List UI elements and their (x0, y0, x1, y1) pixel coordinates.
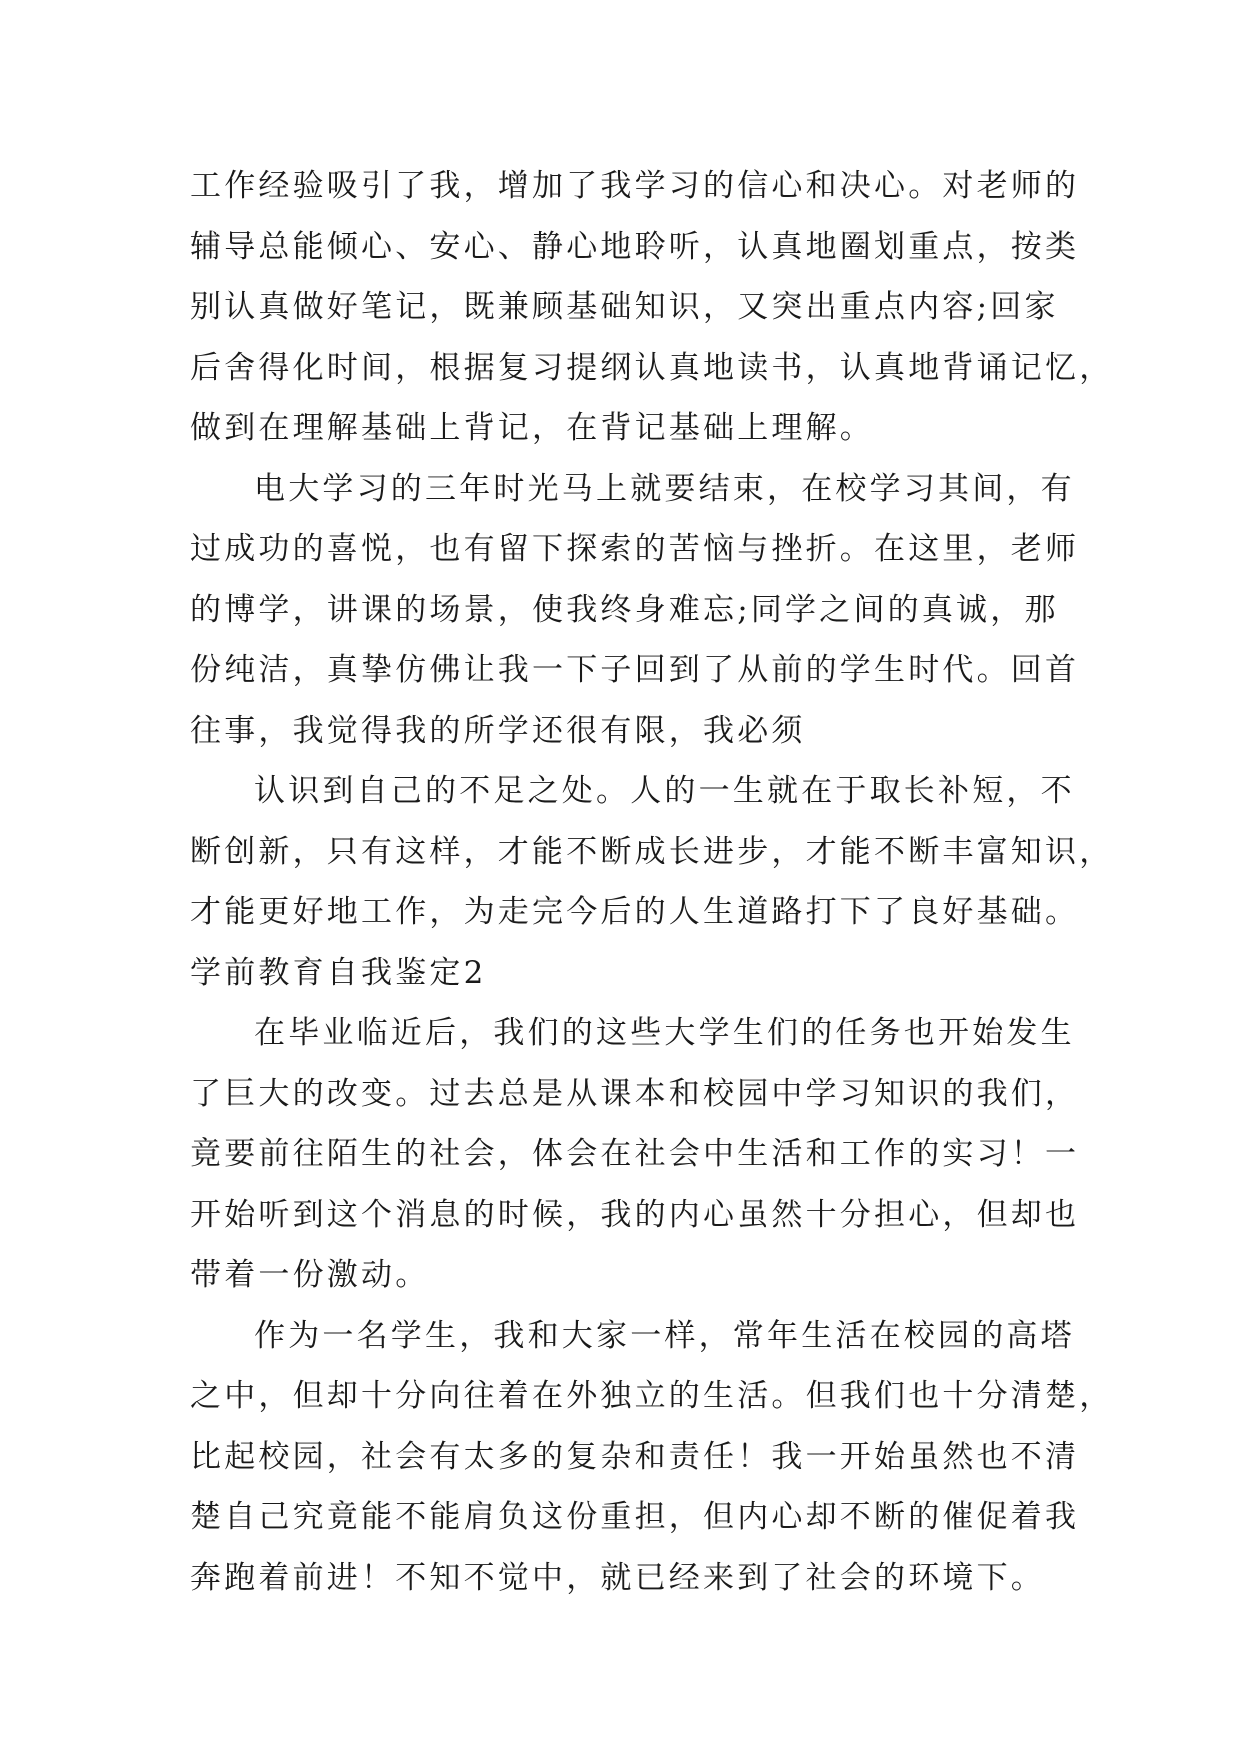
text-line: 带着一份激动。 (190, 1257, 430, 1293)
text-line: 竟要前往陌生的社会，体会在社会中生活和工作的实习！一 (190, 1136, 1080, 1172)
text-line: 楚自己究竟能不能肩负这份重担，但内心却不断的催促着我 (190, 1499, 1080, 1535)
text-line: 工作经验吸引了我，增加了我学习的信心和决心。对老师的 (190, 168, 1080, 204)
text-line: 后舍得化时间，根据复习提纲认真地读书，认真地背诵记忆， (190, 349, 1114, 386)
text-line: 辅导总能倾心、安心、静心地聆听，认真地圈划重点，按类 (190, 228, 1080, 265)
document-body (190, 156, 1114, 1608)
paragraph-first-line: 在毕业临近后，我们的这些大学生们的任务也开始发生 (254, 1015, 1075, 1051)
text-line: 才能更好地工作，为走完今后的人生道路打下了良好基础。 (190, 894, 1080, 930)
text-line: 之中，但却十分向往着在外独立的生活。但我们也十分清楚， (190, 1378, 1114, 1414)
text-line: 奔跑着前进！不知不觉中，就已经来到了社会的环境下。 (190, 1559, 1045, 1596)
text-line: 份纯洁，真挚仿佛让我一下子回到了从前的学生时代。回首 (190, 652, 1080, 688)
text-line: 了巨大的改变。过去总是从课本和校园中学习知识的我们， (190, 1075, 1080, 1112)
paragraph-first-line: 电大学习的三年时光马上就要结束，在校学习其间，有 (254, 470, 1075, 507)
text-line: 做到在理解基础上背记，在背记基础上理解。 (190, 410, 874, 446)
text-line: 开始听到这个消息的时候，我的内心虽然十分担心，但却也 (190, 1196, 1080, 1233)
text-line: 别认真做好笔记，既兼顾基础知识，又突出重点内容;回家 (190, 289, 1059, 325)
paragraph-first-line: 作为一名学生，我和大家一样，常年生活在校园的高塔 (254, 1317, 1075, 1354)
text-line: 断创新，只有这样，才能不断成长进步，才能不断丰富知识， (190, 833, 1114, 870)
text-line: 过成功的喜悦，也有留下探索的苦恼与挫折。在这里，老师 (190, 531, 1080, 567)
text-line: 比起校园，社会有太多的复杂和责任！我一开始虽然也不清 (190, 1438, 1080, 1475)
section-heading: 学前教育自我鉴定2 (190, 954, 487, 991)
text-line: 往事，我觉得我的所学还很有限，我必须 (190, 712, 806, 749)
paragraph-first-line: 认识到自己的不足之处。人的一生就在于取长补短，不 (254, 773, 1075, 809)
text-line: 的博学，讲课的场景，使我终身难忘;同学之间的真诚，那 (190, 591, 1059, 628)
